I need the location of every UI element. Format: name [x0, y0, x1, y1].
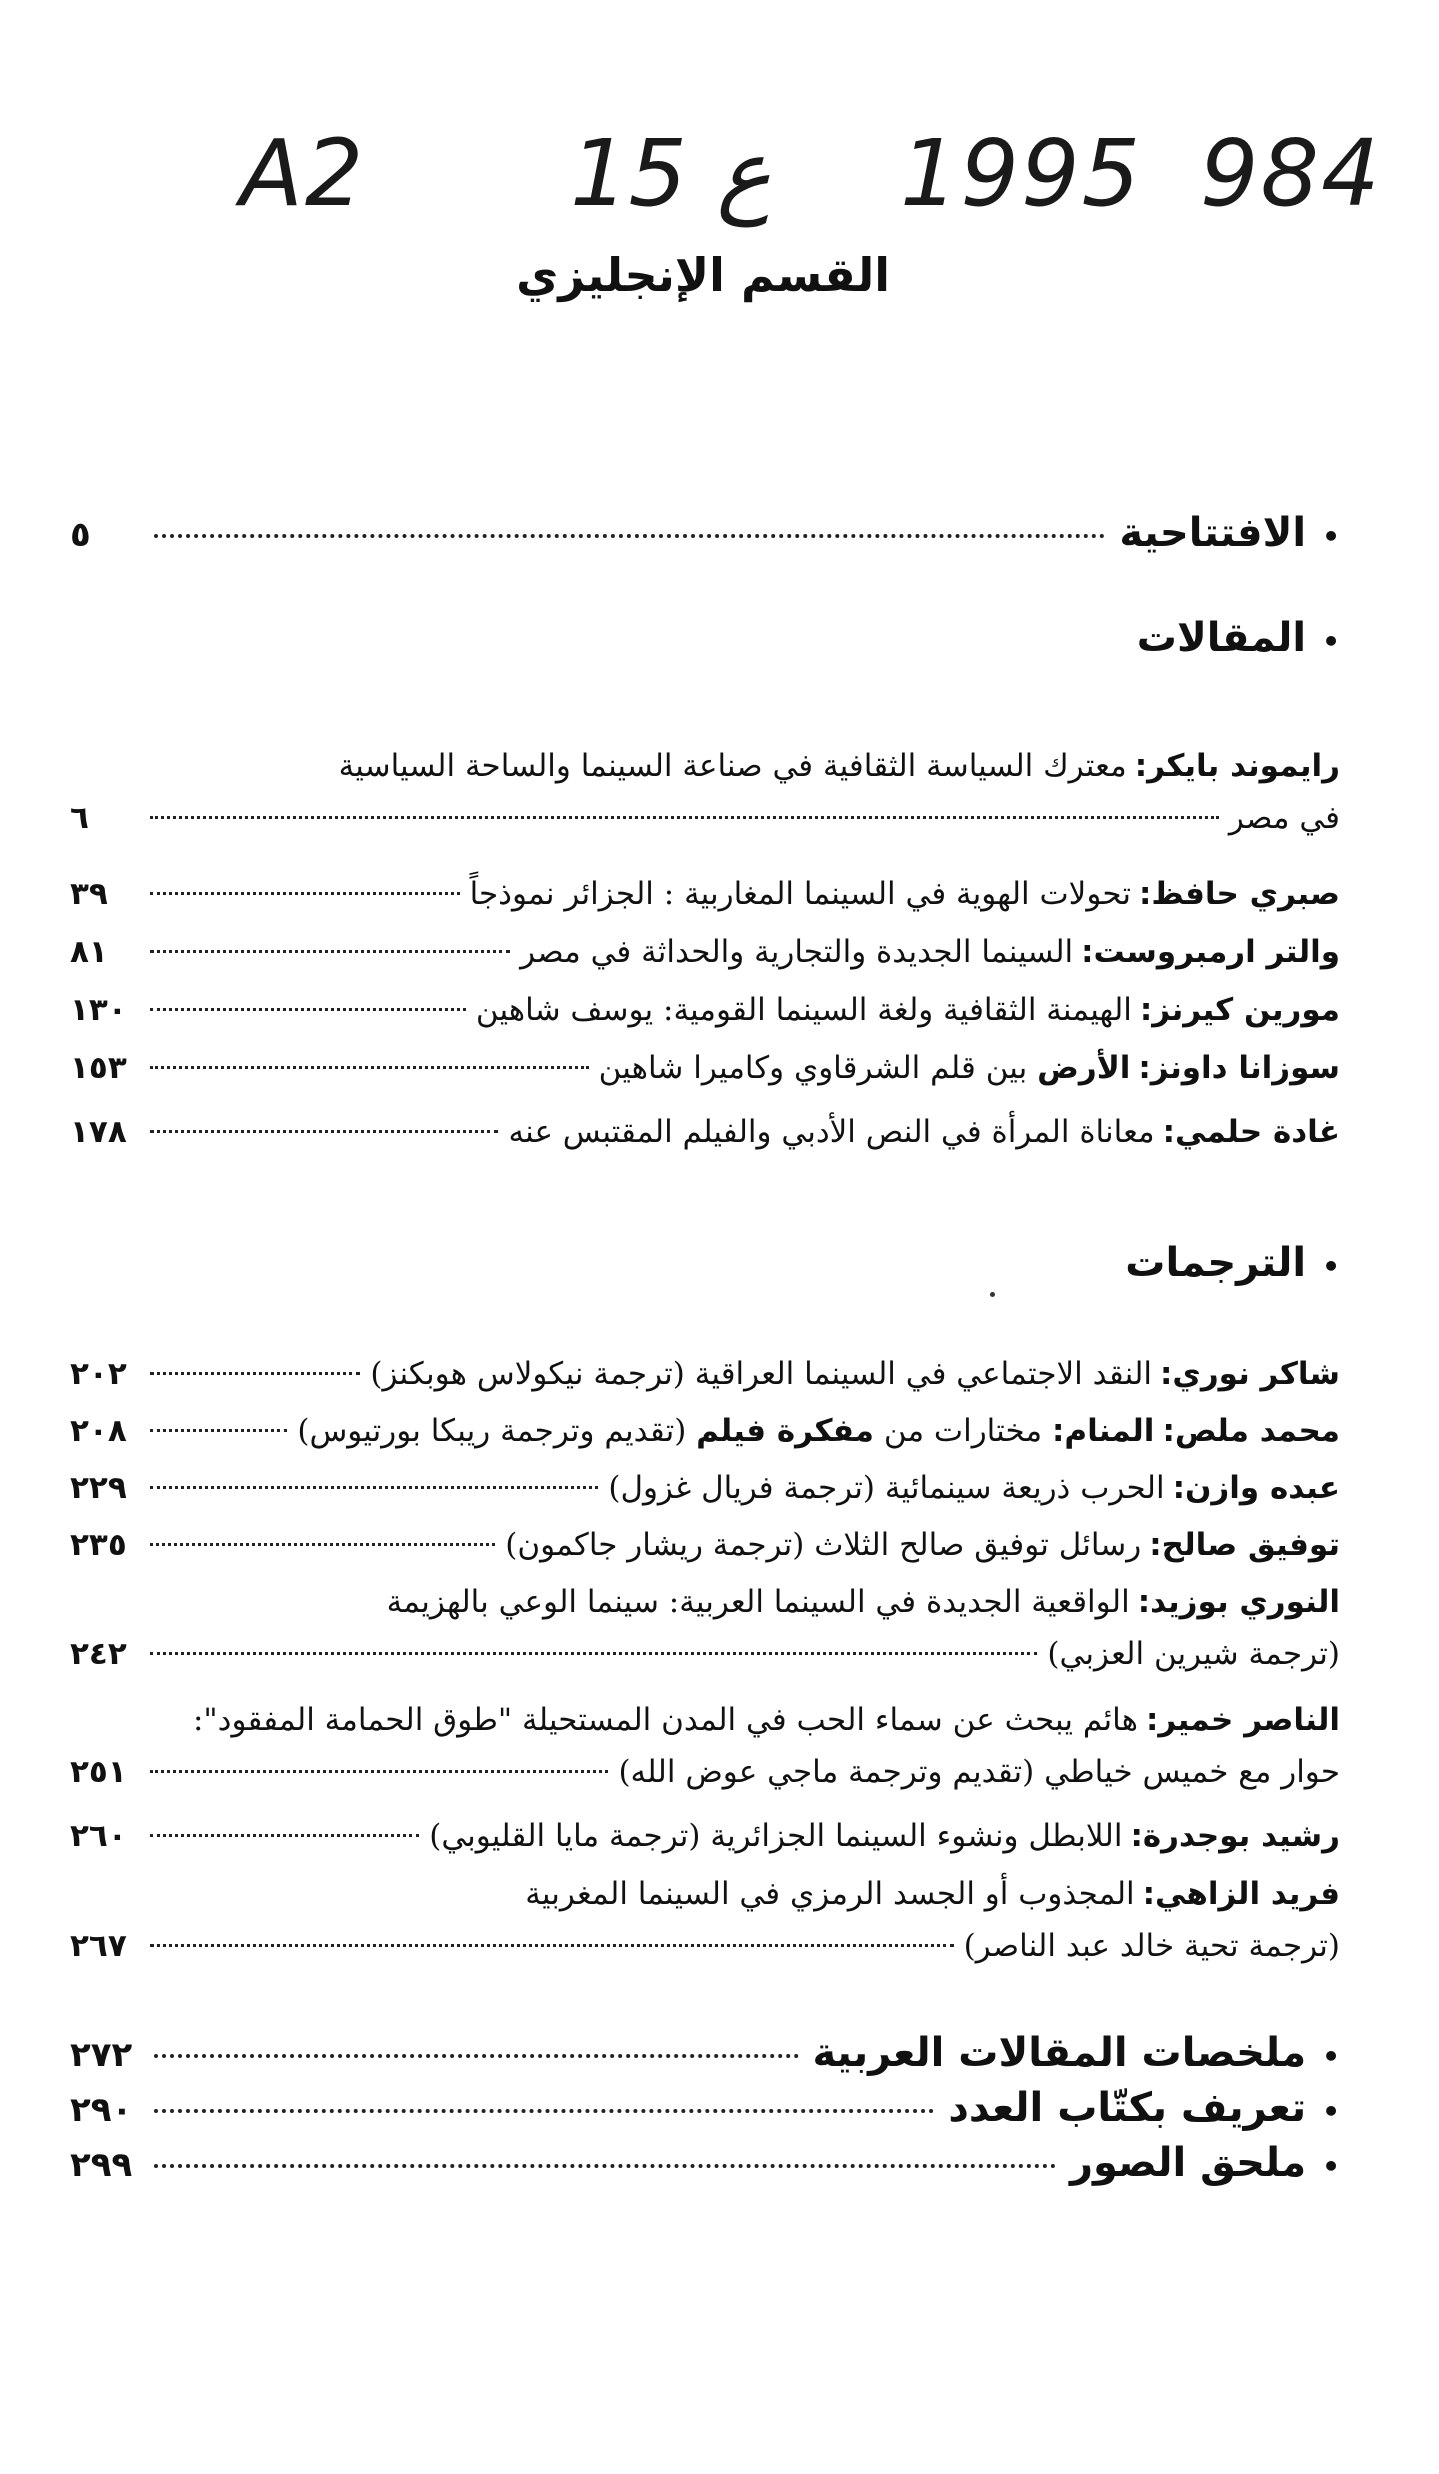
dot-leader	[150, 1486, 598, 1489]
list-item	[70, 1694, 1340, 1798]
dot-leader	[150, 1429, 287, 1432]
section-photos	[70, 2140, 1340, 2186]
list-item	[70, 1462, 1340, 1514]
dot-leader	[150, 892, 460, 895]
page-number: ٢٢٩	[70, 1470, 127, 1506]
entry-title-bold: الأرض	[1037, 1050, 1131, 1086]
entry-title: رسائل توفيق صالح الثلاث (ترجمة ريشار جاكمون)	[505, 1527, 1142, 1563]
page-number: ٥	[70, 515, 91, 555]
entry-title-rest: (تقديم وترجمة ريبكا بورتيوس)	[297, 1413, 687, 1449]
entry-author: فريد الزاهي:	[1142, 1876, 1340, 1912]
page-number: ٢٦٠	[70, 1818, 127, 1854]
section-articles	[70, 615, 1340, 661]
dot-leader	[150, 1008, 466, 1011]
entry-title-continued: حوار مع خميس خياطي (تقديم وترجمة ماجي عوض الله)	[618, 1754, 1340, 1790]
entry-author: مورين كيرنز:	[1139, 992, 1340, 1028]
entry-author: توفيق صالح:	[1149, 1527, 1340, 1563]
page-number: ٨١	[70, 934, 108, 970]
section-label: ملخصات المقالات العربية	[812, 2030, 1307, 2076]
entry-title: تحولات الهوية في السينما المغاربية : الجزائر نموذجاً	[469, 876, 1132, 912]
bullet-icon: •	[1322, 1250, 1340, 1283]
entry-title: بين قلم الشرقاوي وكاميرا شاهين	[598, 1050, 1028, 1086]
handwritten-code: A2	[240, 120, 366, 227]
list-item	[70, 984, 1340, 1036]
entry-author: رايموند بايكر:	[1134, 748, 1340, 784]
entry-title: مختارات من	[883, 1413, 1043, 1449]
page-number: ٢٤٢	[70, 1636, 127, 1672]
list-item	[70, 868, 1340, 920]
list-item	[70, 1810, 1340, 1862]
entry-title: الحرب ذريعة سينمائية (ترجمة فريال غزول)	[608, 1470, 1165, 1506]
dot-leader	[154, 2109, 934, 2113]
entry-title-continued: في مصر	[1228, 800, 1340, 836]
list-item	[70, 1042, 1340, 1094]
entry-title: المجذوب أو الجسد الرمزي في السينما المغربية	[525, 1876, 1135, 1912]
page-number: ٢٣٥	[70, 1527, 127, 1563]
bullet-icon: •	[1322, 520, 1340, 553]
entry-title: الواقعية الجديدة في السينما العربية: سينما الوعي بالهزيمة	[386, 1584, 1130, 1620]
entry-author: رشيد بوجدرة:	[1130, 1818, 1340, 1854]
bullet-icon: •	[1322, 2095, 1340, 2128]
entry-author: والتر ارمبروست:	[1081, 934, 1340, 970]
entry-author: الناصر خمير:	[1145, 1702, 1340, 1738]
page-number: ١٣٠	[70, 992, 127, 1028]
entry-author: غادة حلمي:	[1162, 1114, 1340, 1150]
section-label: المقالات	[1136, 615, 1307, 661]
dot-leader	[150, 1944, 954, 1947]
page-number: ٢٥١	[70, 1754, 127, 1790]
entry-title: اللابطل ونشوء السينما الجزائرية (ترجمة مايا القليوبي)	[429, 1818, 1123, 1854]
entry-author: عبده وازن:	[1172, 1470, 1340, 1506]
dot-leader	[154, 2054, 799, 2058]
page-number: ٢٩٠	[70, 2090, 133, 2130]
entry-title: هائم يبحث عن سماء الحب في المدن المستحيلة "طوق الحمامة المفقود":	[192, 1702, 1138, 1738]
dot-leader	[154, 2164, 1056, 2168]
dot-leader	[154, 534, 1105, 538]
handwritten-annotation	[240, 120, 1380, 240]
list-item	[70, 1868, 1340, 1972]
entry-title: السينما الجديدة والتجارية والحداثة في مصر	[520, 934, 1074, 970]
entry-title-continued: (ترجمة شيرين العزبي)	[1047, 1636, 1340, 1672]
section-summaries	[70, 2030, 1340, 2076]
entry-author: شاكر نوري:	[1160, 1356, 1340, 1392]
section-label: ملحق الصور	[1069, 2140, 1307, 2186]
section-translations	[70, 1240, 1340, 1286]
entry-title: النقد الاجتماعي في السينما العراقية (ترجمة نيكولاس هوبكنز)	[370, 1356, 1153, 1392]
dot-leader	[150, 1770, 608, 1773]
section-label: تعريف بكتّاب العدد	[948, 2085, 1307, 2131]
dot-leader	[150, 1372, 360, 1375]
page-number: ٢٠٢	[70, 1356, 127, 1392]
entry-title-continued: (ترجمة تحية خالد عبد الناصر)	[963, 1928, 1340, 1964]
bullet-icon: •	[1322, 2040, 1340, 2073]
page-title: القسم الإنجليزي	[516, 248, 890, 302]
list-item	[70, 740, 1340, 844]
section-opening	[70, 510, 1340, 556]
list-item	[70, 1106, 1340, 1158]
section-contributors	[70, 2085, 1340, 2131]
dot-leader	[150, 1130, 498, 1133]
entry-author: النوري بوزيد:	[1137, 1584, 1340, 1620]
page-number: ٢٠٨	[70, 1413, 127, 1449]
dot-leader	[150, 950, 510, 953]
page-number: ٢٧٢	[70, 2035, 133, 2075]
handwritten-year: 1995	[900, 120, 1143, 227]
bullet-icon: •	[1322, 625, 1340, 658]
dot-leader	[150, 1834, 419, 1837]
list-item	[70, 1405, 1340, 1457]
page-number: ٢٦٧	[70, 1928, 127, 1964]
bullet-icon: •	[1322, 2150, 1340, 2183]
page-number: ٣٩	[70, 876, 108, 912]
handwritten-number: 984	[1200, 120, 1382, 227]
entry-title-bold-2: مفكرة فيلم	[696, 1413, 874, 1449]
scan-speck	[990, 1292, 995, 1297]
section-label: الافتتاحية	[1119, 510, 1307, 556]
entry-title: معترك السياسة الثقافية في صناعة السينما والساحة السياسية	[338, 748, 1127, 784]
dot-leader	[150, 1652, 1037, 1655]
list-item	[70, 1348, 1340, 1400]
dot-leader	[150, 816, 1219, 819]
section-label: الترجمات	[1125, 1240, 1307, 1286]
handwritten-issue: 15 ع	[570, 120, 772, 227]
list-item	[70, 926, 1340, 978]
page-number: ١٥٣	[70, 1050, 127, 1086]
entry-title-bold: المنام:	[1051, 1413, 1155, 1449]
page-number: ١٧٨	[70, 1114, 127, 1150]
entry-title: الهيمنة الثقافية ولغة السينما القومية: يوسف شاهين	[475, 992, 1132, 1028]
entry-author: محمد ملص:	[1162, 1413, 1340, 1449]
entry-author: صبري حافظ:	[1139, 876, 1340, 912]
entry-title: معاناة المرأة في النص الأدبي والفيلم المقتبس عنه	[508, 1114, 1155, 1150]
list-item	[70, 1519, 1340, 1571]
page-number: ٢٩٩	[70, 2145, 133, 2185]
dot-leader	[150, 1543, 495, 1546]
page-number: ٦	[70, 800, 89, 836]
dot-leader	[150, 1066, 589, 1069]
entry-author: سوزانا داونز:	[1138, 1050, 1340, 1086]
list-item	[70, 1576, 1340, 1680]
